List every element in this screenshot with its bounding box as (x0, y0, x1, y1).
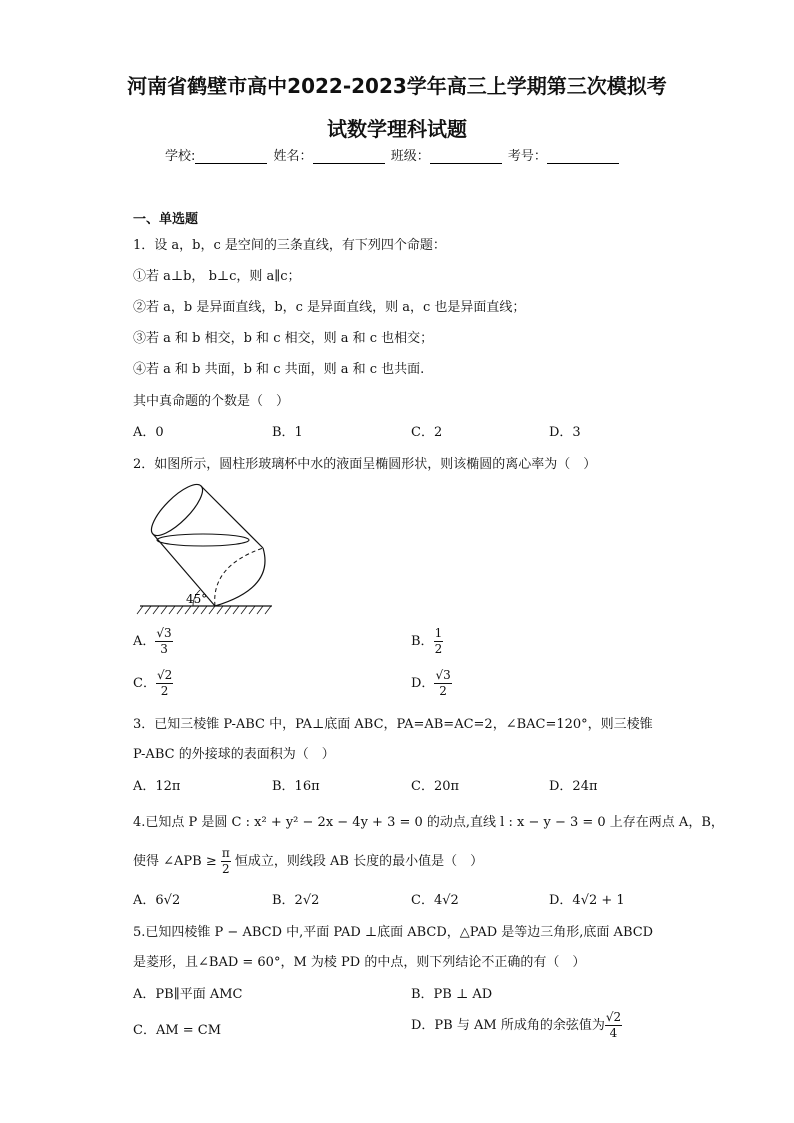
q1-option-a: A．0 (133, 425, 164, 440)
q2-option-d: D． $\frac{√3}{2}$ (411, 668, 451, 698)
angle-label: 45° (186, 592, 208, 606)
name-label: 姓名： (273, 149, 313, 164)
q1-statement-1: ①若 a⊥b， b⊥c，则 a∥c； (133, 269, 301, 284)
q4-line-1: 4.已知点 P 是圆 C : x² + y² − 2x − 4y + 3 = 0 的动点,直线 l : x − y − 3 = 0 上存在两点 A，B， (133, 815, 724, 830)
q1-option-d: D．3 (549, 425, 581, 440)
q4-option-b: B．2√2 (272, 893, 320, 908)
q1-statement-2: ②若 a，b 是异面直线，b，c 是异面直线，则 a，c 也是异面直线； (133, 300, 526, 315)
q3-option-a: A．12π (133, 779, 181, 794)
q1-option-c: C．2 (411, 425, 443, 440)
q3-option-c: C．20π (411, 779, 460, 794)
q5-option-c: C．AM = CM (133, 1023, 222, 1038)
class-label: 班级： (390, 149, 430, 164)
student-info (165, 145, 621, 164)
q5-option-a: A．PB∥平面 AMC (133, 987, 243, 1002)
q1-option-b: B．1 (272, 425, 303, 440)
q5-line-2: 是菱形，且∠BAD = 60°，M 为棱 PD 的中点，则下列结论不正确的有（ ） (133, 955, 586, 970)
q2-stem: 2．如图所示，圆柱形玻璃杯中水的液面呈椭圆形状，则该椭圆的离心率为（ ） (133, 457, 597, 472)
q2-option-a: A． $\frac{√3}{3}$ (133, 626, 172, 656)
q4-line-2: 使得 ∠APB ≥ $\frac{\pi}{2}$ 恒成立，则线段 AB 长度的最小值是（ ） (133, 846, 484, 876)
cylinder-figure (135, 478, 275, 618)
title-line-1: 河南省鹤壁市高中2022-2023学年高三上学期第三次模拟考 (127, 74, 667, 98)
q2-option-b: B． $\frac{1}{2}$ (411, 626, 443, 656)
school-blank[interactable] (195, 149, 267, 164)
section-heading: 一、单选题 (133, 212, 199, 227)
q4-option-c: C．4√2 (411, 893, 459, 908)
q3-line-2: P-ABC 的外接球的表面积为（ ） (133, 747, 335, 762)
q3-line-1: 3．已知三棱锥 P-ABC 中，PA⊥底面 ABC，PA=AB=AC=2，∠BAC=120°，则三棱锥 (133, 717, 653, 732)
name-blank[interactable] (313, 149, 385, 164)
q2-option-c: C． $\frac{√2}{2}$ (133, 668, 173, 698)
q5-line-1: 5.已知四棱锥 P − ABCD 中,平面 PAD ⊥底面 ABCD，△PAD 是等边三角形,底面 ABCD (133, 925, 654, 940)
q3-option-b: B．16π (272, 779, 320, 794)
number-blank[interactable] (547, 149, 619, 164)
q5-option-d: D．PB 与 AM 所成角的余弦值为 $\frac{√2}{4}$ (411, 1010, 622, 1040)
q1-statement-4: ④若 a 和 b 共面，b 和 c 共面，则 a 和 c 也共面. (133, 362, 425, 377)
q4-option-a: A．6√2 (133, 893, 181, 908)
class-blank[interactable] (430, 149, 502, 164)
q4-option-d: D．4√2 + 1 (549, 893, 625, 908)
q3-option-d: D．24π (549, 779, 598, 794)
q5-option-b: B．PB ⊥ AD (411, 987, 493, 1002)
q1-ask: 其中真命题的个数是（ ） (133, 394, 290, 409)
school-label: 学校: (165, 149, 196, 164)
title-line-2: 试数学理科试题 (327, 117, 467, 141)
q1-statement-3: ③若 a 和 b 相交，b 和 c 相交，则 a 和 c 也相交； (133, 331, 434, 346)
q1-stem: 1．设 a，b，c 是空间的三条直线，有下列四个命题： (133, 238, 446, 253)
number-label: 考号： (507, 149, 547, 164)
